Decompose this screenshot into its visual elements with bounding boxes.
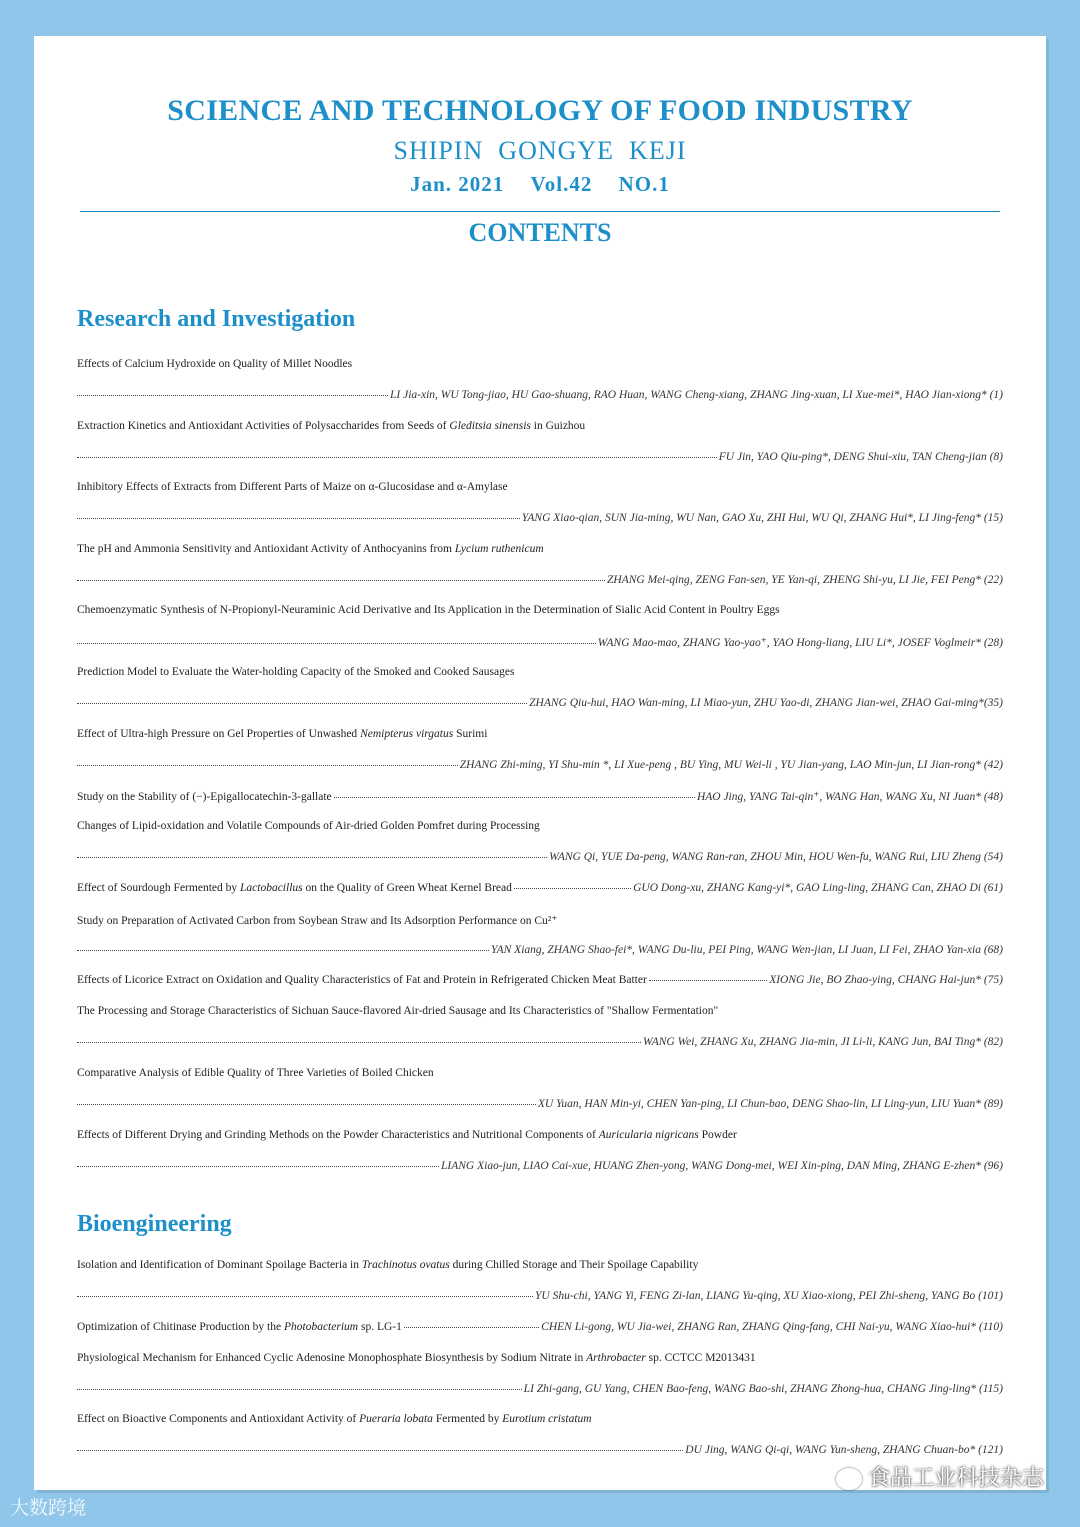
entry-title-text: Prediction Model to Evaluate the Water-holding Capacity of the Smoked and Cooked Sausages xyxy=(77,666,515,678)
entry-authors: HAO Jing, YANG Tai-qin⁺, WANG Han, WANG Xu, NI Juan* (48) xyxy=(696,791,1003,804)
entry-author-line xyxy=(77,451,1003,463)
leader-dots xyxy=(77,1295,533,1297)
leader-dots xyxy=(77,1449,683,1451)
entry-authors: ZHANG Qiu-hui, HAO Wan-ming, LI Miao-yun, ZHU Yao-di, ZHANG Jian-wei, ZHAO Gai-ming*(35) xyxy=(529,697,1003,709)
leader-dots xyxy=(77,642,596,644)
entry-authors: CHEN Li-gong, WU Jia-wei, ZHANG Ran, ZHANG Qing-fang, CHI Nai-yu, WANG Xiao-hui* (110) xyxy=(541,1320,1003,1333)
entry-authors: ZHANG Zhi-ming, YI Shu-min *, LI Xue-peng , BU Ying, MU Wei-li , YU Jian-yang, LAO Min-jun, LI Jian-rong* (42) xyxy=(459,758,1003,771)
entry-title-text: Effects of Different Drying and Grinding Methods on the Powder Characteristics and Nutritional Components of xyxy=(77,1128,599,1141)
leader-dots xyxy=(77,764,458,766)
entry-title-text: Fermented by xyxy=(432,1413,503,1426)
entry-title-species: Nemipterus virgatus xyxy=(360,727,454,740)
leader-dots xyxy=(77,702,527,704)
entry-authors: YAN Xiang, ZHANG Shao-fei*, WANG Du-liu, PEI Ping, WANG Wen-jian, LI Juan, LI Fei, ZHAO Yan-xia (68) xyxy=(491,943,1003,956)
entry-title xyxy=(77,420,585,432)
leader-dots xyxy=(77,1388,522,1390)
leader-dots xyxy=(77,394,388,396)
entry-title-text: Effect of Sourdough Fermented by xyxy=(77,881,240,894)
entry-title-wrap xyxy=(77,882,512,894)
entry-authors: XIONG Jie, BO Zhao-ying, CHANG Hai-jun* (75) xyxy=(769,974,1003,987)
entry-title-species: Gleditsia sinensis xyxy=(449,419,531,432)
leader-dots xyxy=(649,979,767,981)
entry-author-line xyxy=(77,512,1003,524)
entry-title xyxy=(77,666,514,678)
entry-authors: LI Jia-xin, WU Tong-jiao, HU Gao-shuang, RAO Huan, WANG Cheng-xiang, ZHANG Jing-xuan, LI Xue-mei*, HAO Jian-xiong* (1) xyxy=(390,389,1003,401)
entry-title-text: Powder xyxy=(698,1128,737,1141)
entry-authors: LIANG Xiao-jun, LIAO Cai-xue, HUANG Zhen-yong, WANG Dong-mei, WEI Xin-ping, DAN Ming, ZHANG E-zhen* (96) xyxy=(441,1159,1003,1172)
entry-title xyxy=(77,604,780,616)
entry-title-text: Comparative Analysis of Edible Quality of Three Varieties of Boiled Chicken xyxy=(77,1067,434,1079)
entry-title-text: during Chilled Storage and Their Spoilage Capability xyxy=(449,1259,699,1271)
entry-authors: LI Zhi-gang, GU Yang, CHEN Bao-feng, WANG Bao-shi, ZHANG Zhong-hua, CHANG Jing-ling* (115) xyxy=(523,1382,1003,1395)
entry-authors: YANG Xiao-qian, SUN Jia-ming, WU Nan, GAO Xu, ZHI Hui, WU Qi, ZHANG Hui*, LI Jing-feng* (15) xyxy=(521,512,1003,525)
leader-dots xyxy=(77,517,520,519)
entry-title-text: Study on Preparation of Activated Carbon from Soybean Straw and Its Adsorption Performance on Cu²⁺ xyxy=(77,914,558,927)
entry-title xyxy=(77,1413,592,1425)
entry-author-line xyxy=(77,389,1003,401)
entry-title-text: Extraction Kinetics and Antioxidant Activities of Polysaccharides from Seeds of xyxy=(77,419,450,432)
entry-title-species: Lactobacillus xyxy=(240,881,303,894)
entry-title-species: Trachinotus ovatus xyxy=(361,1259,450,1271)
entry-authors: DU Jing, WANG Qi-qi, WANG Yun-sheng, ZHANG Chuan-bo* (121) xyxy=(685,1444,1003,1457)
entry-author-line xyxy=(77,1444,1003,1456)
entry-title-wrap xyxy=(77,1321,402,1333)
entry-author-line xyxy=(77,944,1003,956)
entry-title-text: Study on the Stability of (−)-Epigallocatechin-3-gallate xyxy=(77,791,332,804)
entry-title-text: Chemoenzymatic Synthesis of N-Propionyl-Neuraminic Acid Derivative and Its Application in the Determination of Sialic Acid Content in Poultry Eggs xyxy=(77,604,780,617)
watermark-left xyxy=(10,1493,86,1520)
issue-volume: Vol.42 xyxy=(530,172,593,196)
leader-dots xyxy=(77,1041,641,1043)
entry-title-species: Auricularia nigricans xyxy=(598,1128,699,1141)
entry-title-text: Physiological Mechanism for Enhanced Cyclic Adenosine Monophosphate Biosynthesis by Sodium Nitrate in xyxy=(77,1351,587,1364)
entry-author-line xyxy=(77,1098,1003,1110)
section-heading: Bioengineering xyxy=(77,1211,232,1237)
leader-dots xyxy=(404,1326,539,1328)
entry-author-line xyxy=(77,759,1003,771)
entry-title-text: Optimization of Chitinase Production by the xyxy=(77,1320,284,1333)
entry-title xyxy=(77,882,1003,894)
watermark-right-text: 食品工业科技杂志 xyxy=(867,1466,1044,1491)
entry-title xyxy=(77,974,1003,986)
contents-heading: CONTENTS xyxy=(468,218,612,247)
entry-author-line xyxy=(77,1036,1003,1048)
entry-title-text: Effect on Bioactive Components and Antioxidant Activity of xyxy=(77,1413,360,1426)
journal-title: SCIENCE AND TECHNOLOGY OF FOOD INDUSTRY xyxy=(167,94,913,127)
leader-dots xyxy=(77,456,717,458)
leader-dots xyxy=(77,949,489,951)
entry-authors: XU Yuan, HAN Min-yi, CHEN Yan-ping, LI Chun-bao, DENG Shao-lin, LI Ling-yun, LIU Yuan* (89) xyxy=(537,1098,1003,1110)
leader-dots xyxy=(77,1103,536,1105)
entry-title-species: Pueraria lobata xyxy=(359,1413,433,1426)
entry-title-text: Isolation and Identification of Dominant Spoilage Bacteria in xyxy=(77,1259,362,1271)
entry-authors: WANG Wei, ZHANG Xu, ZHANG Jia-min, JI Li-li, KANG Jun, BAI Ting* (82) xyxy=(642,1036,1003,1049)
entry-author-line xyxy=(77,574,1003,586)
entry-title xyxy=(77,1352,756,1364)
entry-title xyxy=(77,481,508,493)
entry-authors: GUO Dong-xu, ZHANG Kang-yi*, GAO Ling-ling, ZHANG Can, ZHAO Di (61) xyxy=(633,881,1003,894)
journal-pinyin-title: SHIPIN GONGYE KEJI xyxy=(393,136,687,165)
entry-title xyxy=(77,1005,718,1017)
entry-title-text: sp. CCTCC M2013431 xyxy=(645,1351,756,1364)
issue-month: Jan. 2021 xyxy=(410,172,505,196)
entry-title-text: The pH and Ammonia Sensitivity and Antioxidant Activity of Anthocyanins from xyxy=(77,542,455,555)
leader-dots xyxy=(77,1165,439,1167)
issue-number: NO.1 xyxy=(618,172,670,196)
leader-dots xyxy=(514,887,631,889)
entry-authors: WANG Qi, YUE Da-peng, WANG Ran-ran, ZHOU Min, HOU Wen-fu, WANG Rui, LIU Zheng (54) xyxy=(549,851,1003,864)
entry-title-text: Effect of Ultra-high Pressure on Gel Properties of Unwashed xyxy=(77,727,361,740)
leader-dots xyxy=(77,579,605,581)
entry-title-text: Surimi xyxy=(453,727,488,740)
entry-title xyxy=(77,1259,698,1271)
entry-authors: ZHANG Mei-qing, ZENG Fan-sen, YE Yan-qi, ZHENG Shi-yu, LI Jie, FEI Peng* (22) xyxy=(607,573,1003,586)
entry-author-line xyxy=(77,697,1003,709)
entry-title-species: Arthrobacter xyxy=(586,1351,646,1364)
entry-title xyxy=(77,1129,737,1141)
entry-title-text: sp. LG-1 xyxy=(358,1320,402,1333)
leader-dots xyxy=(334,796,695,798)
entry-title-text: The Processing and Storage Characteristics of Sichuan Sauce-flavored Air-dried Sausage and Its Characteristics of "Shallow Fermentation" xyxy=(77,1005,719,1018)
entry-title-species: Photobacterium xyxy=(283,1320,359,1333)
entry-authors: WANG Mao-mao, ZHANG Yao-yao⁺, YAO Hong-liang, LIU Li*, JOSEF Voglmeir* (28) xyxy=(597,637,1003,650)
entry-author-line xyxy=(77,1290,1003,1302)
entry-title-text: on the Quality of Green Wheat Kernel Bread xyxy=(302,881,512,894)
watermark-right xyxy=(836,1461,1044,1492)
entry-author-line xyxy=(77,1383,1003,1395)
watermark-left-text: 大数跨境 xyxy=(10,1497,87,1519)
entry-title xyxy=(77,543,544,555)
entry-authors: YU Shu-chi, YANG Yi, FENG Zi-lan, LIANG Yu-qing, XU Xiao-xiong, PEI Zhi-sheng, YANG Bo (101) xyxy=(535,1290,1003,1302)
entry-author-line xyxy=(77,635,1003,649)
entry-title-wrap xyxy=(77,974,647,986)
entry-title-text: Effects of Licorice Extract on Oxidation and Quality Characteristics of Fat and Protein in Refrigerated Chicken Meat Batter xyxy=(77,974,647,987)
toc-page xyxy=(34,36,1046,1490)
entry-title-wrap xyxy=(77,791,332,803)
entry-title xyxy=(77,728,487,740)
entry-title xyxy=(77,820,540,832)
entry-title-text: Effects of Calcium Hydroxide on Quality of Millet Noodles xyxy=(77,358,353,370)
entry-title-text: Changes of Lipid-oxidation and Volatile Compounds of Air-dried Golden Pomfret during Processing xyxy=(77,820,540,833)
entry-title xyxy=(77,1067,434,1079)
wechat-icon xyxy=(836,1468,862,1490)
issue-line xyxy=(34,172,1046,197)
entry-title-text: Inhibitory Effects of Extracts from Different Parts of Maize on α-Glucosidase and α-Amylase xyxy=(77,481,508,494)
entry-authors: FU Jin, YAO Qiu-ping*, DENG Shui-xiu, TAN Cheng-jian (8) xyxy=(718,450,1003,463)
entry-author-line xyxy=(77,851,1003,863)
entry-title xyxy=(77,358,352,370)
entry-title xyxy=(77,913,557,927)
entry-author-line xyxy=(77,1160,1003,1172)
section-heading: Research and Investigation xyxy=(77,306,356,332)
entry-title xyxy=(77,1321,1003,1333)
entry-title-species: Lycium ruthenicum xyxy=(454,542,544,555)
entry-title xyxy=(77,789,1003,803)
entry-title-species: Eurotium cristatum xyxy=(502,1413,592,1426)
leader-dots xyxy=(77,856,547,858)
header-divider xyxy=(80,211,1000,212)
entry-title-text: in Guizhou xyxy=(530,419,586,432)
